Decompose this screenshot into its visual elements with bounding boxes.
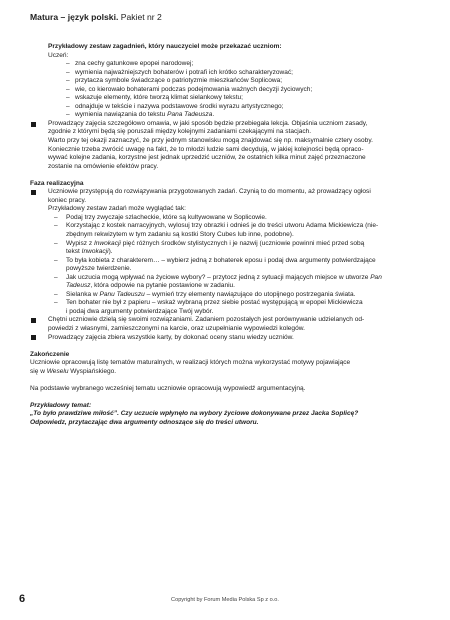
page-header <box>30 12 162 22</box>
content <box>30 43 425 427</box>
page-number: 6 <box>19 593 26 605</box>
section-title-realization: Faza realizacyjna <box>30 179 84 187</box>
section-title-ending: Zakończenie <box>30 350 70 358</box>
list-item: – zna cechy gatunkowe epopei narodowej; <box>66 60 194 68</box>
example-topic-line: „To było prawdziwe miłość”. Czy uczucie wpłynęło na wybory życiowe dokonywane przez Jacka Soplicę? <box>30 410 359 418</box>
list-item: – Sielanka w Panu Tadeuszu – wymień trzy elementy nawiązujące do utopijnego postrzegania świata. <box>54 290 356 298</box>
list-item: – wymienia najważniejszych bohaterów i potrafi ich krótko scharakteryzować; <box>66 68 293 76</box>
ending-paragraph: Uczniowie opracowują listę tematów maturalnych, w realizacji których można wykorzystać motywy pojawiające <box>30 359 351 367</box>
example-topic-title: Przykładowy temat: <box>30 401 92 409</box>
list-item: – wskazuje elementy, które tworzą klimat sielankowy tekstu; <box>66 94 243 102</box>
list-item: – wymienia nawiązania do tekstu Pana Tadeusza. <box>66 111 215 119</box>
list-item: – To była kobieta z charakterem… – wybierz jedną z bohaterek eposu i podaj dwa argumenty potwierdzające powyższe twierdzenie. <box>54 256 376 273</box>
header-title-bold: Matura – język polski. <box>30 12 119 22</box>
ending-paragraph-2: Na podstawie wybranego wcześniej tematu uczniowie opracowują wypowiedź argumentacyjną. <box>30 384 306 392</box>
list-item: – Podaj trzy zwyczaje szlacheckie, które są kultywowane w Soplicowie. <box>54 213 267 221</box>
header-title-rest: Pakiet nr 2 <box>118 12 162 22</box>
list-item: – przytacza symbole świadczące o patriotyzmie mieszkańców Soplicowa; <box>66 77 283 85</box>
list-item: – odnajduje w tekście i nazywa podstawowe środki wyrazu artystycznego; <box>66 102 284 110</box>
list-item: – Wypisz z Inwokacji pięć różnych środków stylistycznych i je nazwij (uczniowie powinni mieć przed sobą tekst Inwokacji). <box>54 239 365 256</box>
bullet-lesson-rules: Prowadzący zajęcia szczegółowo omawia, w jaki sposób będzie przebiegała lekcja. Objaśnia uczniom zasady, zgodnie z którymi będą się poruszali między kolejnymi zadaniami czekającymi na stacjach. Warto przy tej okazji zaznaczyć, że przy jednym stanowisku mogą znajdować się np. maksymalnie cztery osoby. Koniecznie trzeba zwrócić uwagę na fakt, że to młodzi ludzie sami decydują, w jakiej kolejności będą opraco- wywać kolejne zadania, korzystne jest jednak uprzedzić uczniów, że ostatnich kilka minut zajęć przeznaczone zostanie na omówienie efektów pracy. <box>30 120 425 171</box>
list-item: – wie, co kierowało bohaterami podczas podejmowania ważnych decyzji życiowych; <box>66 85 313 93</box>
square-bullet-icon <box>31 318 36 323</box>
ending-paragraph-cont: się w Weselu Wyspiańskiego. <box>30 367 117 375</box>
topics-title: Przykładowy zestaw zagadnień, który nauczyciel może przekazać uczniom: <box>48 43 282 50</box>
example-topic-line: Odpowiedz, przytaczając dwa argumenty odnoszące się do treści utworu. <box>30 418 259 426</box>
bullet-collect: Prowadzący zajęcia zbiera wszystkie karty, by dokonać oceny stanu wiedzy uczniów. <box>30 334 425 343</box>
bullet-sharing: Chętni uczniowie dzielą się swoimi rozwiązaniami. Zadaniem pozostałych jest porównywanie udzielanych od- powiedzi z własnymi, zamieszczonymi na karcie, oraz uzupełnianie wypowiedzi kolegów. <box>30 316 425 333</box>
topics-block <box>48 43 425 120</box>
list-item: – Jak uczucia mogą wpływać na życiowe wybory? – przytocz jedną z sytuacji mających miejsce w utworze Pan Tadeusz, która odpowie na pytanie postawione w zadaniu. <box>54 273 382 290</box>
bullet-tasks: Uczniowie przystępują do rozwiązywania przygotowanych zadań. Czynią to do momentu, aż prowadzący ogłosi koniec pracy. Przykładowy zestaw zadań może wyglądać tak: <box>30 188 425 214</box>
list-item: – Ten bohater nie był z papieru – wskaż wybraną przez siebie postać występującą w epopei Mickiewicza i podaj dwa argumenty potwierdzające Twój wybór. <box>54 299 363 315</box>
list-item: – Korzystając z kostek narracyjnych, wylosuj trzy obrazki i odnieś je do treści utworu Adama Mickiewicza (nie- zbędnym rekwizytem w tym zadaniu są kostki Story Cubes lub inne, podobne). <box>54 222 379 238</box>
square-bullet-icon <box>31 190 36 195</box>
square-bullet-icon <box>31 122 36 127</box>
square-bullet-icon <box>31 335 36 340</box>
copyright: Copyright by Forum Media Polska Sp z o.o. <box>171 597 279 603</box>
topics-intro: Uczeń: <box>48 51 69 59</box>
